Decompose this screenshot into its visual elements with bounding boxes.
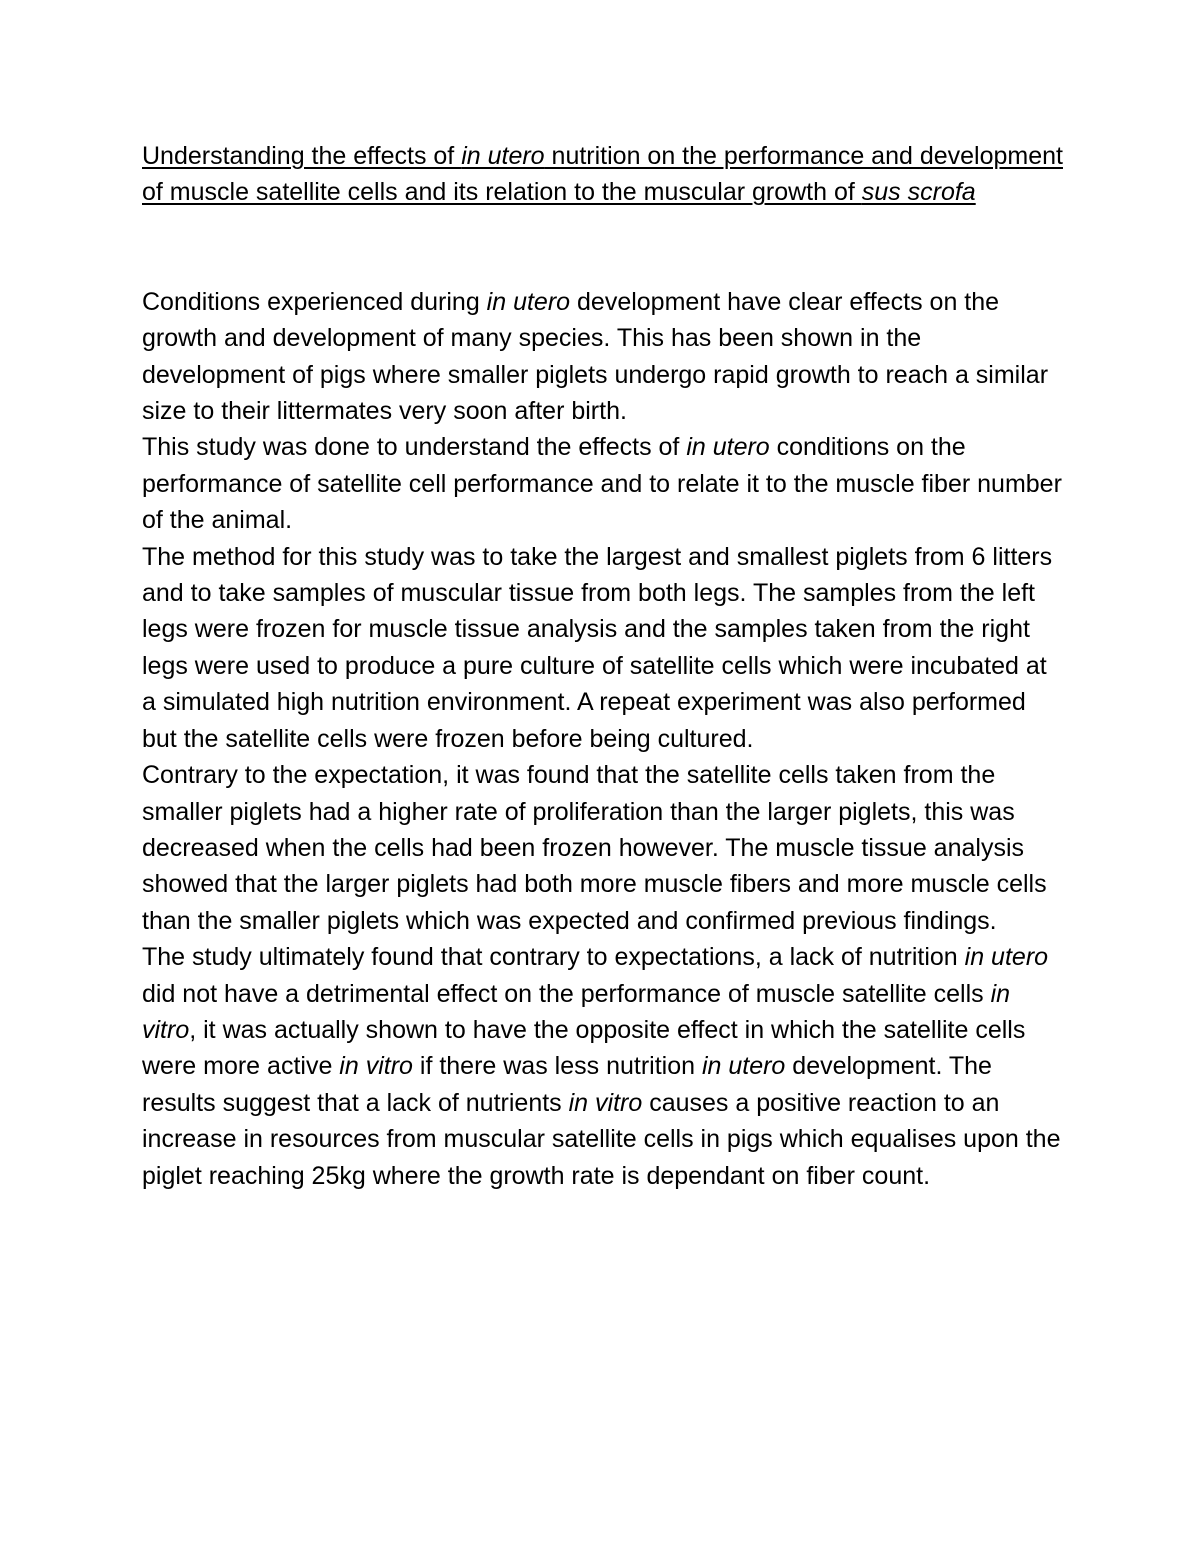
document-page	[142, 138, 1067, 1194]
paragraph-conclusion: The study ultimately found that contrary to expectations, a lack of nutrition in utero did not have a detrimental effect on the performance of muscle satellite cells in vitro, it was actually shown to have the opposite effect in which the satellite cells were more active in vitro if there was less nutrition in utero development. The results suggest that a lack of nutrients in vitro causes a positive reaction to an increase in resources from muscular satellite cells in pigs which equalises upon the piglet reaching 25kg where the growth rate is dependant on fiber count.	[142, 943, 1061, 1190]
paragraph-results: Contrary to the expectation, it was found that the satellite cells taken from the smaller piglets had a higher rate of proliferation than the larger piglets, this was decreased when the cells had been frozen however. The muscle tissue analysis showed that the larger piglets had both more muscle fibers and more muscle cells than the smaller piglets which was expected and confirmed previous findings.	[142, 761, 1047, 935]
paragraph-method: The method for this study was to take the largest and smallest piglets from 6 litters and to take samples of muscular tissue from both legs. The samples from the left legs were frozen for muscle tissue analysis and the samples taken from the right legs were used to produce a pure culture of satellite cells which were incubated at a simulated high nutrition environment. A repeat experiment was also performed but the satellite cells were frozen before being cultured.	[142, 542, 1053, 753]
document-title: Understanding the effects of in utero nutrition on the performance and development of muscle satellite cells and its relation to the muscular growth of sus scrofa	[142, 142, 1063, 207]
paragraph-introduction: Conditions experienced during in utero development have clear effects on the growth and development of many species. This has been shown in the development of pigs where smaller piglets undergo rapid growth to reach a similar size to their littermates very soon after birth.	[142, 287, 1049, 426]
paragraph-aim: This study was done to understand the effects of in utero conditions on the performance of satellite cell performance and to relate it to the muscle fiber number of the animal.	[142, 433, 1062, 535]
title-spacer	[142, 211, 1067, 284]
